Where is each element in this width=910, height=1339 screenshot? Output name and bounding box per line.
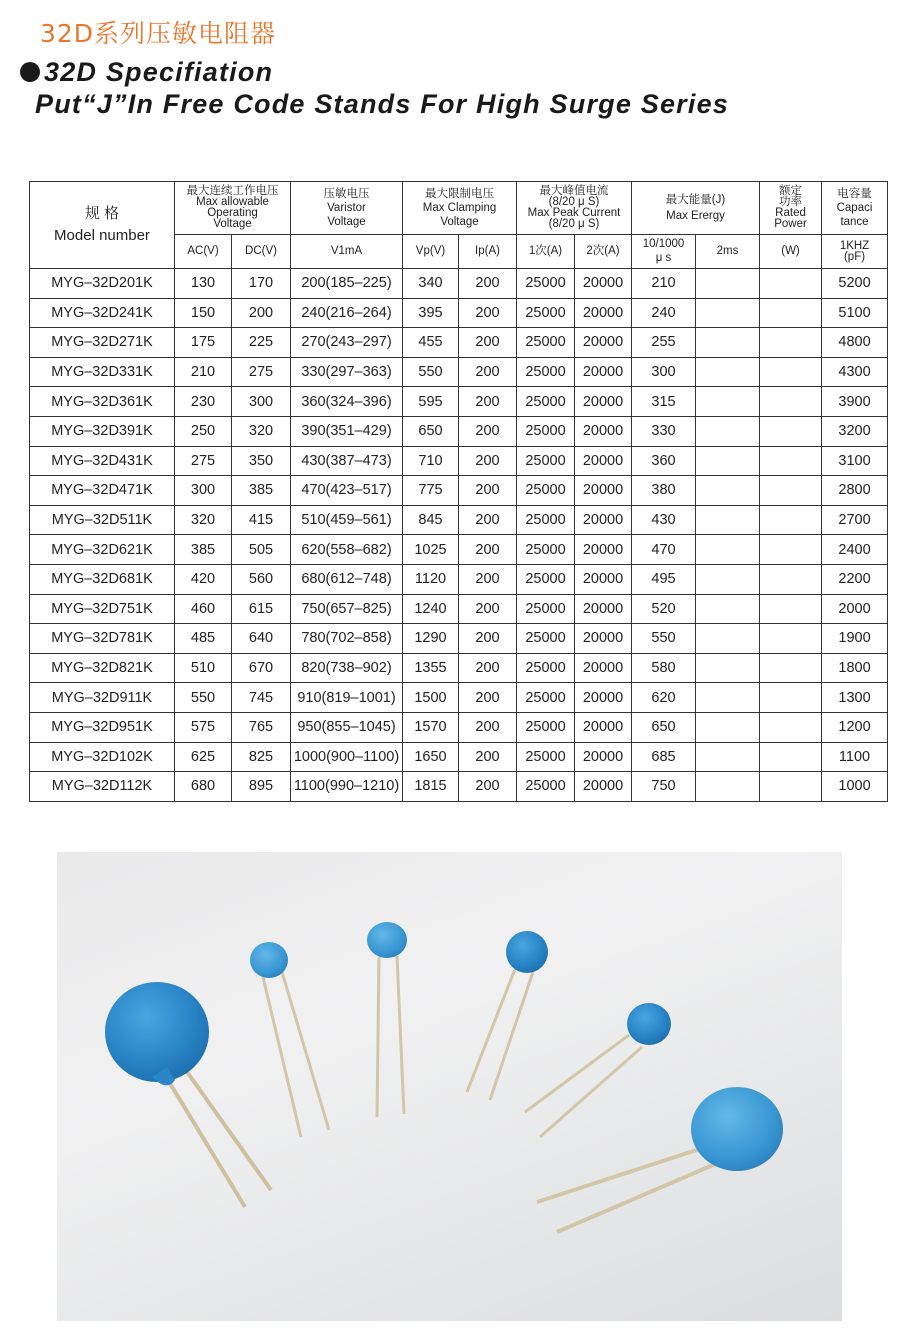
table-cell-e2 [696,476,760,506]
table-cell-i1: 25000 [517,624,575,654]
table-cell-v1ma: 950(855–1045) [291,712,403,742]
table-cell-e: 255 [632,328,696,358]
table-cell-model: MYG–32D821K [30,653,175,683]
header-capacitance [822,182,888,235]
table-cell-i1: 25000 [517,594,575,624]
table-cell-w [760,653,822,683]
table-cell-cap: 1300 [822,683,888,713]
table-cell-e: 470 [632,535,696,565]
table-cell-vp: 1240 [403,594,459,624]
header-cap-cn: 电容量 [837,187,872,200]
table-cell-vp: 650 [403,416,459,446]
table-cell-dc: 170 [232,269,291,299]
header-var-en2: Voltage [327,215,366,228]
header-clamping-voltage [403,182,517,235]
table-cell-dc: 350 [232,446,291,476]
table-row [30,535,888,565]
table-cell-v1ma: 270(243–297) [291,328,403,358]
table-cell-v1ma: 1000(900–1100) [291,742,403,772]
table-cell-e2 [696,653,760,683]
table-cell-vp: 1815 [403,772,459,802]
table-cell-e2 [696,564,760,594]
table-cell-dc: 225 [232,328,291,358]
spec-title: 32D Specifiation [44,57,274,87]
table-cell-ac: 460 [175,594,232,624]
subheader-10-1000-b: μ s [655,252,672,264]
table-cell-ac: 680 [175,772,232,802]
table-cell-vp: 395 [403,298,459,328]
table-cell-dc: 320 [232,416,291,446]
table-cell-model: MYG–32D781K [30,624,175,654]
varistor-small-4 [467,931,548,1100]
table-cell-w [760,446,822,476]
table-cell-ip: 200 [459,712,517,742]
header-model [30,182,175,269]
table-cell-dc: 415 [232,505,291,535]
table-row [30,505,888,535]
table-cell-e: 380 [632,476,696,506]
table-cell-i1: 25000 [517,357,575,387]
table-cell-e: 495 [632,564,696,594]
table-cell-e: 520 [632,594,696,624]
header-var-cn: 压敏电压 [323,187,370,200]
table-row [30,328,888,358]
table-cell-i1: 25000 [517,298,575,328]
page-title-chinese: 32D系列压敏电阻器 [40,19,277,48]
table-cell-i1: 25000 [517,653,575,683]
table-cell-v1ma: 620(558–682) [291,535,403,565]
table-cell-cap: 4800 [822,328,888,358]
table-row [30,594,888,624]
table-cell-cap: 1800 [822,653,888,683]
subheader-2ms: 2ms [696,235,760,269]
table-cell-w [760,564,822,594]
header-power-cn2: 功率 [779,196,803,208]
table-cell-w [760,387,822,417]
varistor-small-5 [525,1003,671,1137]
table-cell-model: MYG–32D391K [30,416,175,446]
table-cell-w [760,298,822,328]
table-cell-vp: 1025 [403,535,459,565]
subheader-ip: Ip(A) [459,235,517,269]
header-power-en2: Power [774,218,807,230]
varistor-small-2 [250,942,329,1137]
header-model-en: Model number [54,227,150,244]
subheader-1x: 1次(A) [517,235,575,269]
table-cell-e: 330 [632,416,696,446]
table-row [30,624,888,654]
table-cell-model: MYG–32D102K [30,742,175,772]
table-cell-i2: 20000 [575,742,632,772]
table-cell-ip: 200 [459,446,517,476]
table-cell-e2 [696,712,760,742]
table-cell-ac: 420 [175,564,232,594]
table-cell-e: 430 [632,505,696,535]
subheader-2x: 2次(A) [575,235,632,269]
table-cell-ac: 485 [175,624,232,654]
table-cell-v1ma: 470(423–517) [291,476,403,506]
table-cell-v1ma: 390(351–429) [291,416,403,446]
table-cell-model: MYG–32D331K [30,357,175,387]
table-cell-model: MYG–32D911K [30,683,175,713]
table-cell-model: MYG–32D431K [30,446,175,476]
table-cell-w [760,269,822,299]
table-cell-e2 [696,357,760,387]
varistor-large-left [105,982,271,1207]
table-cell-vp: 550 [403,357,459,387]
table-cell-cap: 2400 [822,535,888,565]
table-cell-model: MYG–32D361K [30,387,175,417]
table-cell-e: 210 [632,269,696,299]
table-cell-dc: 640 [232,624,291,654]
table-row [30,357,888,387]
table-cell-e: 750 [632,772,696,802]
table-cell-ac: 150 [175,298,232,328]
table-cell-dc: 765 [232,712,291,742]
table-row [30,476,888,506]
table-cell-ip: 200 [459,594,517,624]
header-energy-cn: 最大能量(J) [665,193,726,206]
table-row [30,387,888,417]
table-cell-i1: 25000 [517,328,575,358]
table-cell-i2: 20000 [575,624,632,654]
table-cell-v1ma: 360(324–396) [291,387,403,417]
table-cell-ip: 200 [459,564,517,594]
table-cell-dc: 505 [232,535,291,565]
table-header [30,182,888,269]
table-cell-ip: 200 [459,742,517,772]
table-cell-w [760,357,822,387]
table-cell-i2: 20000 [575,387,632,417]
table-cell-i2: 20000 [575,712,632,742]
table-cell-model: MYG–32D241K [30,298,175,328]
header-peak-l2: (8/20 μ S) [548,196,600,208]
table-cell-dc: 560 [232,564,291,594]
table-cell-w [760,594,822,624]
table-row [30,772,888,802]
table-cell-e2 [696,624,760,654]
header-peak-l3: Max Peak Current [527,207,621,219]
table-cell-w [760,476,822,506]
table-cell-e: 650 [632,712,696,742]
table-cell-model: MYG–32D112K [30,772,175,802]
table-cell-ac: 130 [175,269,232,299]
subheader-dc: DC(V) [232,235,291,269]
table-cell-ip: 200 [459,328,517,358]
table-cell-v1ma: 910(819–1001) [291,683,403,713]
table-cell-dc: 275 [232,357,291,387]
table-cell-vp: 1650 [403,742,459,772]
header-max-energy [632,182,760,235]
table-cell-e2 [696,594,760,624]
table-cell-ac: 275 [175,446,232,476]
table-cell-i2: 20000 [575,683,632,713]
table-cell-e: 580 [632,653,696,683]
header-operating-voltage [175,182,291,235]
table-cell-v1ma: 780(702–858) [291,624,403,654]
table-cell-ip: 200 [459,269,517,299]
table-cell-cap: 1100 [822,742,888,772]
table-cell-dc: 825 [232,742,291,772]
header-clamp-en1: Max Clamping [422,201,497,214]
table-cell-cap: 5200 [822,269,888,299]
table-cell-v1ma: 330(297–363) [291,357,403,387]
subheader-vp: Vp(V) [403,235,459,269]
table-cell-w [760,683,822,713]
table-cell-dc: 385 [232,476,291,506]
table-cell-cap: 4300 [822,357,888,387]
table-cell-dc: 200 [232,298,291,328]
subheader-10-1000 [632,235,696,269]
table-row [30,712,888,742]
table-cell-ac: 320 [175,505,232,535]
table-cell-e2 [696,683,760,713]
header-power-en1: Rated [775,207,806,219]
specification-table [29,181,888,802]
table-cell-cap: 1200 [822,712,888,742]
table-row [30,298,888,328]
spec-subtitle: Put“J”In Free Code Stands For High Surge Series [35,89,730,119]
header-op-en3: Voltage [213,218,252,230]
header-op-cn: 最大连续工作电压 [186,185,279,197]
table-cell-e: 550 [632,624,696,654]
table-cell-vp: 455 [403,328,459,358]
table-cell-vp: 595 [403,387,459,417]
table-cell-i2: 20000 [575,416,632,446]
header-model-cn: 规 格 [84,205,120,222]
table-cell-ac: 385 [175,535,232,565]
table-cell-i1: 25000 [517,446,575,476]
table-cell-v1ma: 1100(990–1210) [291,772,403,802]
header-clamp-en2: Voltage [440,215,479,228]
table-row [30,683,888,713]
table-body [30,269,888,802]
table-cell-e: 315 [632,387,696,417]
table-cell-v1ma: 240(216–264) [291,298,403,328]
table-cell-w [760,742,822,772]
table-cell-dc: 745 [232,683,291,713]
table-cell-vp: 845 [403,505,459,535]
table-cell-i1: 25000 [517,416,575,446]
header-op-en2: Operating [207,207,258,219]
table-cell-model: MYG–32D681K [30,564,175,594]
table-cell-w [760,772,822,802]
header-var-en1: Varistor [327,201,366,214]
header-rated-power [760,182,822,235]
table-cell-ac: 550 [175,683,232,713]
table-cell-e: 685 [632,742,696,772]
header-peak-cn: 最大峰值电流 [539,185,609,197]
table-cell-w [760,416,822,446]
table-cell-i1: 25000 [517,683,575,713]
table-cell-e2 [696,416,760,446]
table-cell-model: MYG–32D271K [30,328,175,358]
table-cell-ac: 250 [175,416,232,446]
table-cell-ip: 200 [459,683,517,713]
table-cell-e: 360 [632,446,696,476]
table-cell-ip: 200 [459,357,517,387]
table-cell-dc: 670 [232,653,291,683]
header-power-cn1: 额定 [779,185,803,197]
table-cell-ip: 200 [459,387,517,417]
table-cell-i2: 20000 [575,594,632,624]
header-peak-current [517,182,632,235]
table-cell-w [760,328,822,358]
table-cell-i2: 20000 [575,269,632,299]
table-cell-ac: 625 [175,742,232,772]
table-cell-vp: 710 [403,446,459,476]
table-cell-i1: 25000 [517,505,575,535]
table-cell-v1ma: 510(459–561) [291,505,403,535]
table-cell-e2 [696,772,760,802]
table-cell-v1ma: 430(387–473) [291,446,403,476]
table-cell-cap: 2000 [822,594,888,624]
table-cell-i2: 20000 [575,535,632,565]
table-cell-vp: 340 [403,269,459,299]
subheader-1khz-a: 1KHZ [839,239,870,252]
subheader-10-1000-a: 10/1000 [642,238,685,250]
table-cell-model: MYG–32D201K [30,269,175,299]
table-cell-vp: 1355 [403,653,459,683]
table-cell-model: MYG–32D511K [30,505,175,535]
table-row [30,653,888,683]
subheader-1khz-b: (pF) [843,250,866,263]
header-energy-en: Max Erergy [666,209,725,222]
table-cell-w [760,712,822,742]
table-cell-e2 [696,742,760,772]
table-cell-vp: 775 [403,476,459,506]
table-cell-vp: 1290 [403,624,459,654]
varistor-photo-illustration [57,852,842,1321]
table-cell-cap: 2800 [822,476,888,506]
table-cell-e2 [696,269,760,299]
table-cell-v1ma: 750(657–825) [291,594,403,624]
table-cell-cap: 2200 [822,564,888,594]
table-cell-v1ma: 820(738–902) [291,653,403,683]
table-cell-v1ma: 680(612–748) [291,564,403,594]
table-cell-vp: 1500 [403,683,459,713]
header-clamp-cn: 最大限制电压 [425,187,494,200]
table-cell-i1: 25000 [517,742,575,772]
table-cell-ac: 230 [175,387,232,417]
table-cell-i2: 20000 [575,772,632,802]
table-cell-ac: 575 [175,712,232,742]
table-cell-vp: 1120 [403,564,459,594]
table-cell-i2: 20000 [575,653,632,683]
product-photo [57,852,842,1321]
subheader-ac: AC(V) [175,235,232,269]
table-cell-dc: 300 [232,387,291,417]
table-cell-dc: 615 [232,594,291,624]
header-cap-en1: Capaci [836,201,873,214]
table-cell-model: MYG–32D951K [30,712,175,742]
varistor-small-3 [367,922,407,1117]
table-row [30,269,888,299]
table-row [30,446,888,476]
table-cell-i1: 25000 [517,535,575,565]
table-cell-model: MYG–32D471K [30,476,175,506]
table-cell-cap: 3200 [822,416,888,446]
table-cell-model: MYG–32D621K [30,535,175,565]
subheader-watt: (W) [760,235,822,269]
table-cell-i1: 25000 [517,712,575,742]
table-cell-vp: 1570 [403,712,459,742]
table-cell-model: MYG–32D751K [30,594,175,624]
header-cap-en2: tance [840,215,869,228]
table-cell-e2 [696,328,760,358]
table-cell-i1: 25000 [517,387,575,417]
table-cell-ac: 300 [175,476,232,506]
table-row [30,564,888,594]
table-cell-e: 620 [632,683,696,713]
specification-heading [20,56,729,120]
table-cell-i2: 20000 [575,446,632,476]
table-cell-cap: 5100 [822,298,888,328]
table-cell-i1: 25000 [517,564,575,594]
table-cell-e2 [696,298,760,328]
table-cell-ip: 200 [459,505,517,535]
table-cell-ip: 200 [459,298,517,328]
table-cell-ip: 200 [459,416,517,446]
table-cell-w [760,624,822,654]
table-cell-e: 240 [632,298,696,328]
header-varistor-voltage [291,182,403,235]
table-cell-e: 300 [632,357,696,387]
table-cell-ip: 200 [459,535,517,565]
table-cell-cap: 1900 [822,624,888,654]
table-cell-w [760,505,822,535]
bullet-icon [20,62,40,82]
table-cell-cap: 2700 [822,505,888,535]
table-cell-ac: 210 [175,357,232,387]
subheader-1khz [822,235,888,269]
table-cell-i2: 20000 [575,357,632,387]
table-cell-i2: 20000 [575,298,632,328]
header-op-en1: Max allowable [196,196,269,208]
table-cell-v1ma: 200(185–225) [291,269,403,299]
header-peak-l4: (8/20 μ S) [548,218,600,230]
table-cell-i1: 25000 [517,476,575,506]
table-cell-ac: 510 [175,653,232,683]
table-cell-cap: 3100 [822,446,888,476]
table-cell-e2 [696,505,760,535]
table-cell-ac: 175 [175,328,232,358]
table-cell-cap: 1000 [822,772,888,802]
table-cell-cap: 3900 [822,387,888,417]
table-cell-i1: 25000 [517,269,575,299]
table-cell-dc: 895 [232,772,291,802]
table-cell-ip: 200 [459,624,517,654]
table-cell-i2: 20000 [575,505,632,535]
subheader-v1ma: V1mA [291,235,403,269]
table-cell-w [760,535,822,565]
table-cell-i2: 20000 [575,328,632,358]
table-row [30,742,888,772]
table-cell-e2 [696,535,760,565]
table-cell-ip: 200 [459,653,517,683]
table-cell-ip: 200 [459,772,517,802]
table-row [30,416,888,446]
table-cell-i2: 20000 [575,476,632,506]
table-cell-i2: 20000 [575,564,632,594]
table-cell-i1: 25000 [517,772,575,802]
table-cell-e2 [696,387,760,417]
table-cell-ip: 200 [459,476,517,506]
table-cell-e2 [696,446,760,476]
